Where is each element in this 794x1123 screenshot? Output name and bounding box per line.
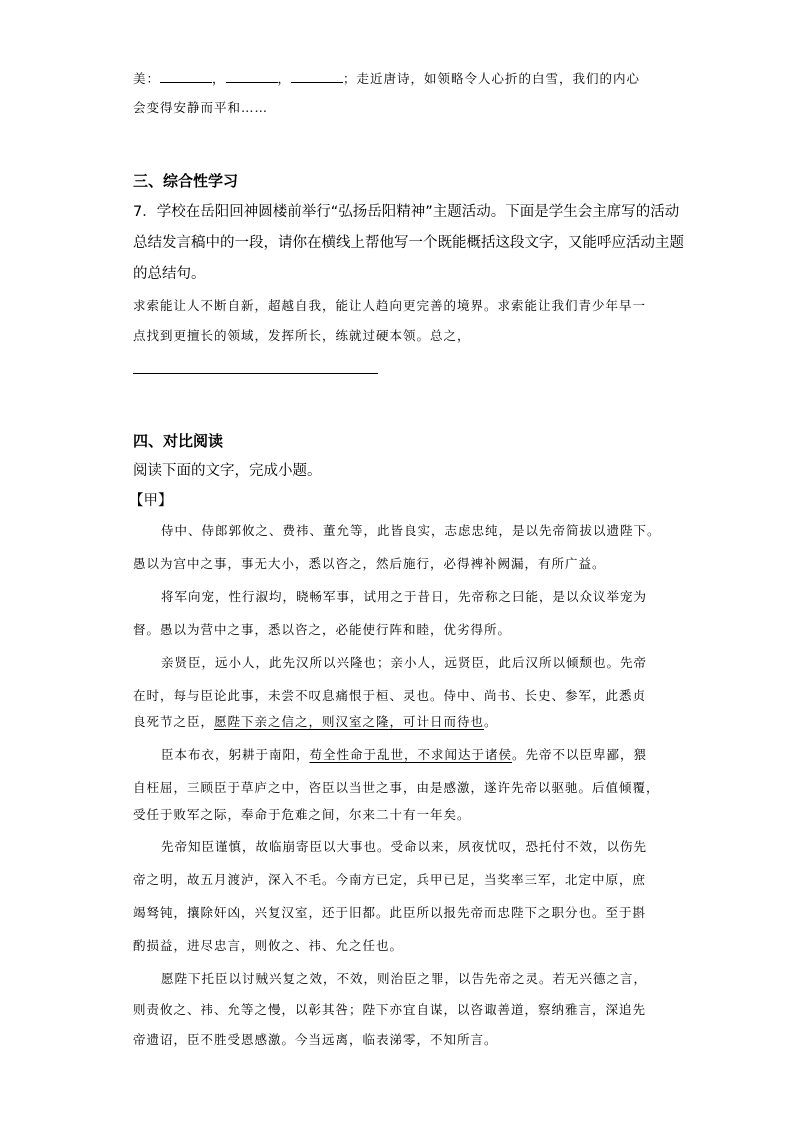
passage-text: 酌损益，进尽忠言，则攸之、祎、允之任也。 [133, 938, 404, 953]
passage-text: 帝之明，故五月渡泸，深入不毛。今南方已定，兵甲已足，当奖率三军，北定中原，庶 [133, 872, 647, 887]
passage-text: 受任于败军之际，奉命于危难之间，尔来二十有一年矣。 [133, 807, 471, 822]
question-text: 的总结句。 [133, 266, 206, 282]
passage-text: 点找到更擅长的领域，发挥所长，练就过硬本领。总之， [133, 328, 471, 343]
passage-text: 求索能让人不断自新，超越自我，能让人趋向更完善的境界。求索能让我们青少年早一 [133, 298, 647, 313]
line-prefix: 美： [133, 71, 161, 86]
passage-text: 愿陛下托臣以讨贼兴复之效，不效，则治臣之罪，以告先帝之灵。若无兴德之言， [161, 971, 648, 986]
answer-line[interactable] [133, 373, 378, 374]
passage-text: 帝遗诏，臣不胜受恩感激。今当远离，临表涕零，不知所言。 [133, 1032, 498, 1047]
question-text: 7．学校在岳阳回神圆楼前举行“弘扬岳阳精神”主题活动。下面是学生会主席写的活动 [133, 204, 680, 220]
passage-text: 愚以为宫中之事，事无大小，悉以咨之，然后施行，必得裨补阙漏，有所广益。 [133, 556, 606, 571]
text-segment: 。先帝不以臣卑鄙，猥 [512, 747, 648, 762]
text-segment: 。 [484, 714, 498, 729]
answer-blank-3[interactable] [291, 68, 343, 83]
passage-text: 则责攸之、祎、允等之慢，以彰其咎；陛下亦宜自谋，以咨诹善道，察纳雅言，深追先 [133, 1002, 647, 1017]
line-suffix: ；走近唐诗，如领略令人心折的白雪，我们的内心 [343, 71, 641, 86]
passage-text: 将军向宠，性行淑均，晓畅军事，试用之于昔日，先帝称之曰能，是以众议举宠为 [161, 589, 648, 604]
passage-text: 自枉屈，三顾臣于草庐之中，咨臣以当世之事，由是感激，遂许先帝以驱驰。后值倾覆， [133, 780, 660, 795]
answer-blank-1[interactable] [160, 68, 212, 83]
separator: ， [212, 71, 226, 86]
passage-text [161, 745, 647, 765]
underlined-sentence: 苟全性命于乱世，不求闻达于诸侯 [309, 747, 513, 762]
question-text: 总结发言稿中的一段，请你在横线上帮他写一个既能概括这段文字，又能呼应活动主题 [133, 235, 684, 251]
separator: ， [277, 71, 292, 86]
passage-text: 亲贤臣，远小人，此先汉所以兴隆也；亲小人，远贤臣，此后汉所以倾颓也。先帝 [161, 655, 648, 670]
passage-text: 先帝知臣谨慎，故临崩寄臣以大事也。受命以来，夙夜忧叹，恐托付不效，以伤先 [161, 839, 648, 854]
passage-text: 督。愚以为营中之事，悉以咨之，必能使行阵和睦，优劣得所。 [133, 622, 512, 637]
passage-text: 竭驽钝，攘除奸凶，兴复汉室，还于旧都。此臣所以报先帝而忠陛下之职分也。至于斟 [133, 905, 647, 920]
fill-in-line [133, 68, 640, 89]
passage-text: 在时，每与臣论此事，未尝不叹息痛恨于桓、灵也。侍中、尚书、长史、参军，此悉贞 [133, 688, 647, 703]
text-segment: 良死节之臣， [133, 714, 215, 729]
answer-blank-2[interactable] [226, 68, 278, 83]
passage-text: 侍中、侍郎郭攸之、费祎、董允等，此皆良实，志虑忠纯，是以先帝简拔以遗陛下。 [161, 523, 661, 538]
passage-text [133, 712, 498, 732]
section-heading: 四、对比阅读 [133, 432, 224, 450]
text-segment: 臣本布衣，躬耕于南阳， [161, 747, 310, 762]
text-line: 会变得安静而平和…… [133, 100, 269, 115]
instruction-text: 阅读下面的文字，完成小题。 [133, 463, 322, 479]
passage-label: 【甲】 [129, 493, 173, 509]
section-heading: 三、综合性学习 [133, 172, 239, 190]
underlined-sentence: 愿陛下亲之信之，则汉室之隆，可计日而待也 [214, 714, 485, 729]
